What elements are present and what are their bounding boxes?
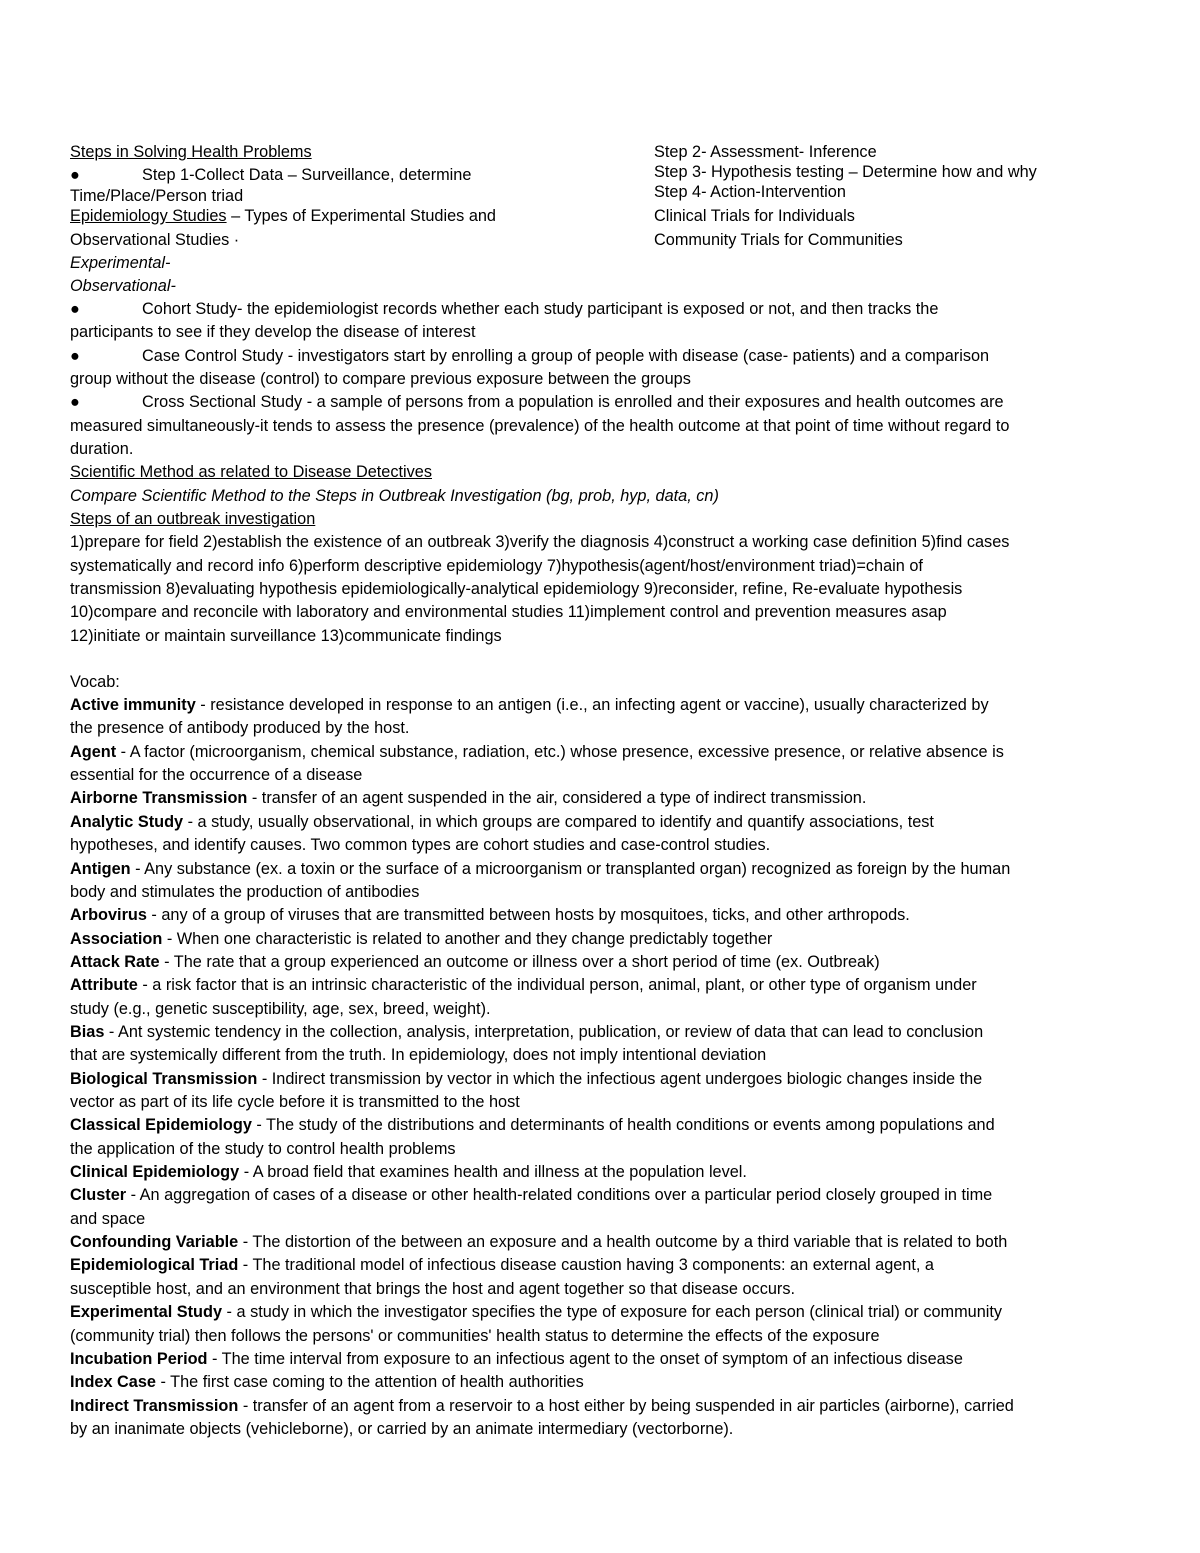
vocab-definition: the presence of antibody produced by the host. [70, 719, 410, 738]
vocab-entry [70, 1396, 1014, 1416]
vocab-definition: - resistance developed in response to an antigen (i.e., an infecting agent or vaccine), usually characterized by [195, 696, 989, 714]
epi-studies-cont: Observational Studies · [70, 231, 240, 249]
vocab-entry [70, 1255, 934, 1275]
vocab-entry [70, 742, 1004, 762]
case-control-text: Case Control Study - investigators start by enrolling a group of people with disease (case- patients) and a comparison [142, 347, 990, 365]
vocab-definition: - The traditional model of infectious disease caustion having 3 components: an external agent, a [238, 1256, 934, 1275]
scientific-method-heading: Scientific Method as related to Disease Detectives [70, 463, 432, 481]
vocab-entry [70, 1022, 983, 1042]
vocab-entry-cont [70, 1279, 795, 1299]
vocab-entry [70, 952, 880, 972]
step2-text: Step 2- Assessment- Inference [654, 143, 877, 161]
vocab-entry-cont [70, 1045, 766, 1065]
bullet-icon: ● [70, 393, 80, 411]
case-control-cont: group without the disease (control) to compare previous exposure between the groups [70, 370, 691, 388]
vocab-term: Antigen [70, 859, 131, 878]
vocab-term: Clinical Epidemiology [70, 1163, 240, 1181]
vocab-definition: - a risk factor that is an intrinsic characteristic of the individual person, animal, plant, or other type of organism under [137, 976, 977, 995]
vocab-entry [70, 1372, 584, 1392]
vocab-definition: - a study in which the investigator specifies the type of exposure for each person (clinical trial) or community [222, 1303, 1003, 1322]
vocab-term: Indirect Transmission [70, 1396, 239, 1415]
vocab-definition: - transfer of an agent from a reservoir to a host either by being suspended in air particles (airborne), carried [238, 1396, 1014, 1415]
vocab-definition: - The first case coming to the attention of health authorities [155, 1373, 584, 1392]
vocab-term: Active immunity [70, 696, 196, 714]
epi-studies-heading: Epidemiology Studies [70, 207, 227, 225]
vocab-entry-cont [70, 835, 770, 855]
vocab-definition: the application of the study to control health problems [70, 1139, 456, 1158]
vocab-term: Analytic Study [70, 812, 184, 831]
vocab-entry-cont [70, 882, 419, 902]
outbreak-step-line: 1)prepare for field 2)establish the existence of an outbreak 3)verify the diagnosis 4)construct a working case definition 5)find cases [70, 533, 1010, 551]
vocab-definition: by an inanimate objects (vehicleborne), or carried by an animate intermediary (vectorborne). [70, 1419, 734, 1438]
vocab-definition: - Ant systemic tendency in the collection, analysis, interpretation, publication, or review of data that can lead to conclusion [104, 1022, 984, 1041]
cohort-study-text: Cohort Study- the epidemiologist records whether each study participant is exposed or not, and then tracks the [142, 300, 939, 318]
vocab-entry-cont [70, 765, 362, 785]
cross-sectional-cont: measured simultaneously-it tends to assess the presence (prevalence) of the health outcome at that point of time without regard to [70, 417, 1010, 435]
vocab-heading: Vocab: [70, 673, 120, 691]
vocab-definition: - A broad field that examines health and illness at the population level. [239, 1163, 747, 1181]
vocab-entry [70, 1302, 1002, 1322]
vocab-entry-cont [70, 999, 491, 1019]
case-control-line [70, 346, 989, 366]
vocab-entry [70, 1115, 995, 1135]
vocab-term: Biological Transmission [70, 1069, 258, 1088]
vocab-term: Airborne Transmission [70, 789, 248, 808]
outbreak-step-line: systematically and record info 6)perform descriptive epidemiology 7)hypothesis(agent/host/environment triad)=chain of [70, 557, 923, 575]
bullet-icon: ● [70, 347, 80, 365]
vocab-entry [70, 1162, 747, 1182]
step1-cont: Time/Place/Person triad [70, 187, 244, 205]
vocab-definition: (community trial) then follows the persons' or communities' health status to determine the effects of the exposure [70, 1326, 880, 1345]
cross-sectional-line [70, 392, 1004, 412]
cross-sectional-end: duration. [70, 440, 134, 458]
vocab-definition: - The study of the distributions and determinants of health conditions or events among populations and [251, 1116, 995, 1135]
vocab-definition: study (e.g., genetic susceptibility, age, sex, breed, weight). [70, 999, 491, 1018]
vocab-term: Agent [70, 742, 117, 761]
cohort-study-line [70, 299, 938, 319]
vocab-term: Attribute [70, 976, 138, 995]
epi-studies-line [70, 206, 496, 226]
vocab-entry-cont [70, 1326, 880, 1346]
vocab-definition: that are systemically different from the truth. In epidemiology, does not imply intentional deviation [70, 1046, 767, 1065]
vocab-entry [70, 788, 866, 808]
vocab-entry [70, 929, 772, 949]
vocab-entry [70, 812, 934, 832]
vocab-definition: - any of a group of viruses that are transmitted between hosts by mosquitoes, ticks, and other arthropods. [146, 906, 910, 925]
outbreak-step-line: 12)initiate or maintain surveillance 13)communicate findings [70, 627, 502, 645]
vocab-definition: - The rate that a group experienced an outcome or illness over a short period of time (ex. Outbreak) [159, 952, 880, 971]
clinical-trials-text: Clinical Trials for Individuals [654, 207, 855, 225]
vocab-definition: - A factor (microorganism, chemical substance, radiation, etc.) whose presence, excessive presence, or relative absence is [116, 742, 1004, 761]
vocab-term: Classical Epidemiology [70, 1116, 252, 1135]
vocab-definition: - transfer of an agent suspended in the air, considered a type of indirect transmission. [247, 789, 867, 808]
steps-heading: Steps in Solving Health Problems [70, 143, 312, 161]
outbreak-step-line: 10)compare and reconcile with laboratory and environmental studies 11)implement control and prevention measures asap [70, 603, 947, 621]
vocab-entry-cont [70, 1419, 733, 1439]
outbreak-heading: Steps of an outbreak investigation [70, 510, 316, 528]
experimental-label: Experimental- [70, 254, 171, 272]
vocab-term: Association [70, 929, 163, 948]
vocab-term: Confounding Variable [70, 1233, 239, 1252]
vocab-term: Cluster [70, 1186, 127, 1205]
scientific-method-compare: Compare Scientific Method to the Steps in Outbreak Investigation (bg, prob, hyp, data, cn) [70, 487, 719, 505]
epi-studies-text: – Types of Experimental Studies and [226, 207, 496, 225]
bullet-icon: ● [70, 300, 80, 318]
vocab-entry [70, 1232, 1007, 1252]
vocab-term: Experimental Study [70, 1303, 223, 1322]
vocab-definition: essential for the occurrence of a disease [70, 766, 363, 784]
vocab-entry-cont [70, 1092, 520, 1112]
bullet-icon: ● [70, 166, 80, 184]
outbreak-step-line: transmission 8)evaluating hypothesis epidemiologically-analytical epidemiology 9)reconsider, refine, Re-evaluate hypothesis [70, 580, 963, 598]
step1-line [70, 165, 471, 185]
step4-text: Step 4- Action-Intervention [654, 183, 846, 201]
vocab-entry [70, 1185, 992, 1205]
community-trials-text: Community Trials for Communities [654, 231, 903, 249]
vocab-definition: - Indirect transmission by vector in which the infectious agent undergoes biologic changes inside the [257, 1069, 983, 1088]
vocab-definition: - Any substance (ex. a toxin or the surface of a microorganism or transplanted organ) recognized as foreign by the human [130, 859, 1011, 878]
vocab-definition: body and stimulates the production of antibodies [70, 882, 420, 901]
vocab-term: Incubation Period [70, 1349, 208, 1368]
vocab-entry [70, 859, 1010, 879]
vocab-term: Index Case [70, 1373, 156, 1392]
observational-label: Observational- [70, 277, 176, 295]
vocab-definition: - An aggregation of cases of a disease or other health-related conditions over a particular period closely grouped in time [126, 1186, 993, 1205]
vocab-definition: hypotheses, and identify causes. Two common types are cohort studies and case-control studies. [70, 836, 771, 855]
vocab-entry [70, 1349, 963, 1369]
vocab-definition: - a study, usually observational, in which groups are compared to identify and quantify associations, test [183, 812, 934, 831]
vocab-term: Arbovirus [70, 906, 147, 925]
vocab-entry-cont [70, 1209, 145, 1229]
vocab-definition: susceptible host, and an environment that brings the host and agent together so that disease occurs. [70, 1279, 795, 1298]
cohort-study-cont: participants to see if they develop the disease of interest [70, 323, 476, 341]
vocab-entry [70, 695, 989, 715]
vocab-term: Attack Rate [70, 952, 160, 971]
vocab-entry [70, 975, 977, 995]
vocab-definition: - The time interval from exposure to an infectious agent to the onset of symptom of an infectious disease [207, 1349, 963, 1368]
vocab-definition: and space [70, 1209, 146, 1228]
vocab-definition: - The distortion of the between an exposure and a health outcome by a third variable that is related to both [238, 1233, 1008, 1252]
vocab-definition: - When one characteristic is related to another and they change predictably together [162, 929, 773, 948]
vocab-term: Epidemiological Triad [70, 1256, 239, 1275]
vocab-entry-cont [70, 1139, 456, 1159]
cross-sectional-text: Cross Sectional Study - a sample of persons from a population is enrolled and their exposures and health outcomes are [142, 393, 1004, 411]
vocab-term: Bias [70, 1022, 105, 1041]
vocab-entry [70, 905, 910, 925]
vocab-definition: vector as part of its life cycle before it is transmitted to the host [70, 1093, 520, 1111]
step3-text: Step 3- Hypothesis testing – Determine how and why [654, 163, 1037, 181]
vocab-entry [70, 1069, 982, 1089]
step1-text: Step 1-Collect Data – Surveillance, determine [142, 166, 472, 184]
vocab-entry-cont [70, 718, 409, 738]
